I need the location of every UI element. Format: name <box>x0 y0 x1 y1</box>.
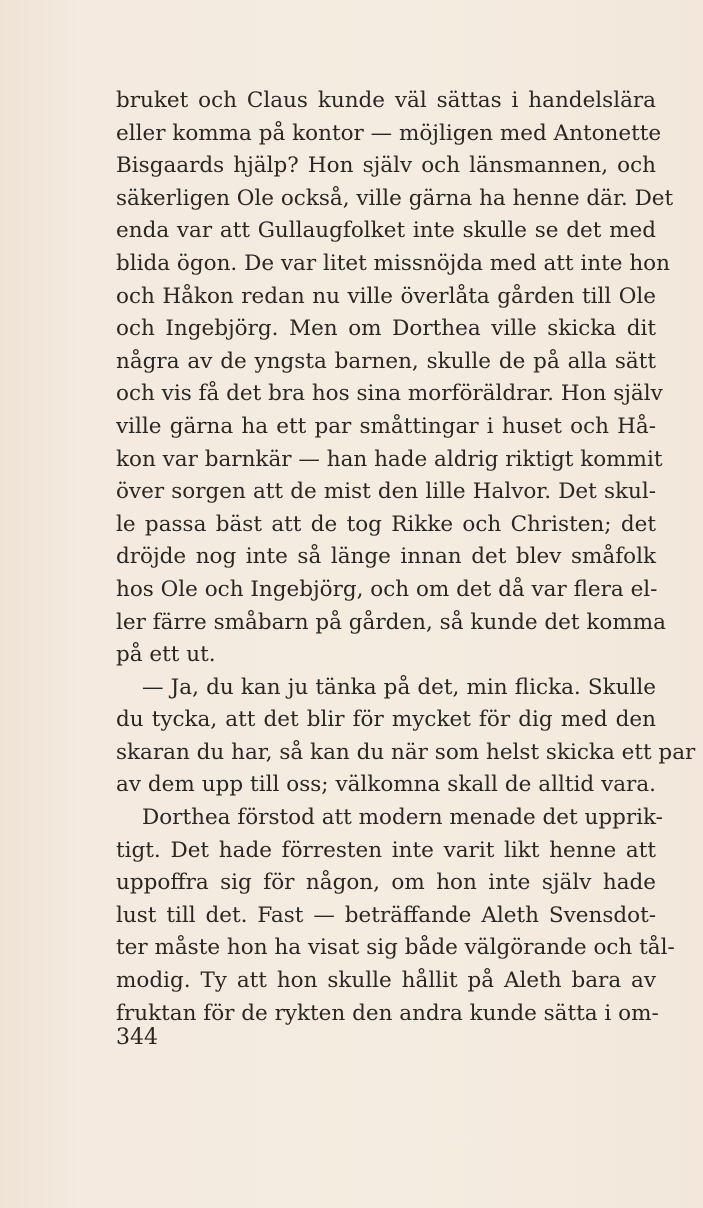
text-line: på ett ut. <box>116 642 216 668</box>
page-number: 344 <box>116 1025 158 1050</box>
text-line: några av de yngsta barnen, skulle de på alla sätt <box>116 348 656 374</box>
text-line: Bisgaards hjälp? Hon själv och länsmannen, och <box>116 153 656 179</box>
text-line: skaran du har, så kan du när som helst skicka ett par <box>116 739 696 765</box>
text-line: och vis få det bra hos sina morföräldrar. Hon själv <box>116 381 663 407</box>
text-line: och Ingebjörg. Men om Dorthea ville skicka dit <box>116 316 656 342</box>
text-line: uppoffra sig för någon, om hon inte själv hade <box>116 870 656 896</box>
text-line: ler färre småbarn på gården, så kunde det komma <box>116 609 666 635</box>
text-line: kon var barnkär — han hade aldrig riktigt kommit <box>116 446 663 472</box>
text-line: ter måste hon ha visat sig både välgörande och tål- <box>116 935 675 961</box>
text-line: av dem upp till oss; välkomna skall de alltid vara. <box>116 772 656 798</box>
text-line: Dorthea förstod att modern menade det upprik- <box>142 805 663 831</box>
text-line: blida ögon. De var litet missnöjda med att inte hon <box>116 250 670 276</box>
text-line: du tycka, att det blir för mycket för dig med den <box>116 707 656 733</box>
text-line: le passa bäst att de tog Rikke och Christen; det <box>116 511 656 537</box>
body-text <box>116 85 696 1030</box>
text-line: dröjde nog inte så länge innan det blev småfolk <box>116 544 656 570</box>
text-line: — Ja, du kan ju tänka på det, min flicka. Skulle <box>142 674 656 700</box>
text-line: lust till det. Fast — beträffande Aleth Svensdot- <box>116 902 656 928</box>
text-line: över sorgen att de mist den lille Halvor. Det skul- <box>116 479 656 505</box>
text-line: säkerligen Ole också, ville gärna ha henne där. Det <box>116 185 674 211</box>
text-line: eller komma på kontor — möjligen med Antonette <box>116 120 662 146</box>
text-line: modig. Ty att hon skulle hållit på Aleth bara av <box>116 968 656 994</box>
text-line: hos Ole och Ingebjörg, och om det då var flera el- <box>116 576 658 602</box>
text-line: fruktan för de rykten den andra kunde sätta i om- <box>116 1000 659 1026</box>
text-line: enda var att Gullaugfolket inte skulle se det med <box>116 218 656 244</box>
text-line: ville gärna ha ett par småttingar i huset och Hå- <box>116 413 656 439</box>
text-line: tigt. Det hade förresten inte varit likt henne att <box>116 837 656 863</box>
text-line: bruket och Claus kunde väl sättas i handelslära <box>116 88 656 113</box>
text-line: och Håkon redan nu ville överlåta gården till Ole <box>116 283 656 309</box>
